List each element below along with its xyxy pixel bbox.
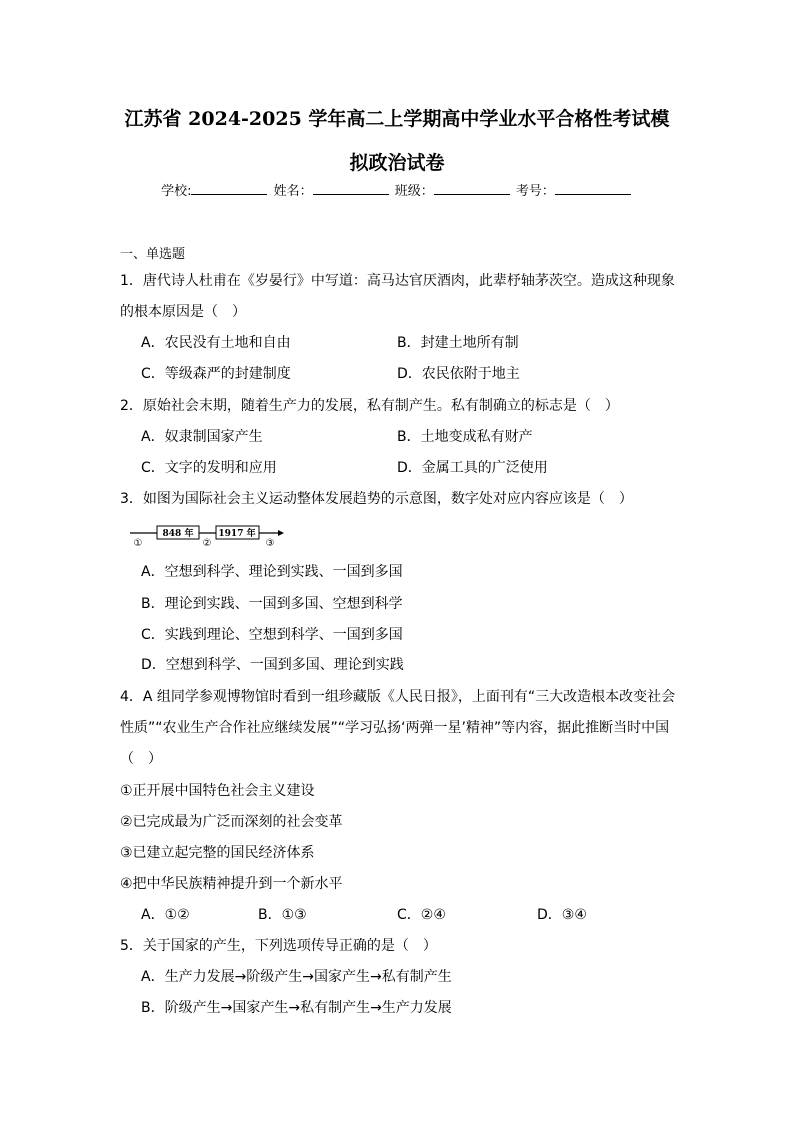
q2-option-a: A．奴隶制国家产生 (141, 429, 263, 445)
q4-stem-line3: （ ） (120, 751, 162, 767)
q2-option-d: D．金属工具的广泛使用 (397, 460, 548, 476)
exam-number-blank (555, 182, 631, 195)
q5-option-a: A．生产力发展→阶级产生→国家产生→私有制产生 (141, 969, 452, 985)
diagram-marker-3: ③ (265, 538, 275, 547)
q5-option-b: B．阶级产生→国家产生→私有制产生→生产力发展 (141, 1000, 452, 1016)
name-blank (313, 182, 389, 195)
diagram-label-1917: 1917 年 (218, 529, 256, 539)
q4-option-b: B．①③ (258, 907, 307, 923)
diagram-marker-2: ② (202, 538, 212, 547)
q1-option-d: D．农民依附于地主 (397, 366, 520, 382)
class-label: 班级： (394, 184, 434, 199)
q2-option-c: C．文字的发明和应用 (141, 460, 277, 476)
school-label: 学校: (161, 184, 192, 199)
q4-option-a: A．①② (141, 907, 190, 923)
q4-statement-2: ②已完成最为广泛而深刻的社会变革 (120, 814, 343, 830)
exam-title-line2: 拟政治试卷 (349, 152, 445, 174)
socialism-trend-diagram (128, 525, 288, 547)
class-blank (434, 182, 510, 195)
q1-option-a: A．农民没有土地和自由 (141, 335, 291, 351)
q3-option-d: D．空想到科学、一国到多国、理论到实践 (141, 657, 404, 673)
school-blank (191, 182, 267, 195)
q2-option-b: B．土地变成私有财产 (397, 429, 533, 445)
name-label: 姓名： (273, 184, 313, 199)
q4-statement-4: ④把中华民族精神提升到一个新水平 (120, 876, 343, 892)
q4-stem-line1: 4．A 组同学参观博物馆时看到一组珍藏版《人民日报》，上面刊有“三大改造根本改变社会 (120, 689, 676, 705)
q3-option-b: B．理论到实践、一国到多国、空想到科学 (141, 596, 403, 612)
exam-number-label: 考号： (515, 184, 555, 199)
diagram-marker-1: ① (133, 538, 143, 547)
diagram-label-1848: 848 年 (162, 529, 194, 539)
q3-option-a: A．空想到科学、理论到实践、一国到多国 (141, 564, 403, 580)
section-heading: 一、单选题 (120, 247, 186, 262)
q4-statement-3: ③已建立起完整的国民经济体系 (120, 845, 315, 861)
q5-stem: 5．关于国家的产生，下列选项传导正确的是（ ） (120, 938, 437, 954)
q3-option-c: C．实践到理论、空想到科学、一国到多国 (141, 627, 403, 643)
q1-option-b: B．封建土地所有制 (397, 335, 519, 351)
q4-option-d: D．③④ (537, 907, 587, 923)
diagram-arrowhead (278, 530, 284, 536)
q1-stem-line2: 的根本原因是（ ） (120, 304, 246, 320)
q4-statement-1: ①正开展中国特色社会主义建设 (120, 783, 315, 799)
student-info-row (0, 180, 794, 199)
q3-stem: 3．如图为国际社会主义运动整体发展趋势的示意图，数字处对应内容应该是（ ） (120, 491, 633, 507)
exam-title-line1: 江苏省 2024-2025 学年高二上学期高中学业水平合格性考试模 (124, 108, 670, 130)
q2-stem: 2．原始社会末期，随着生产力的发展，私有制产生。私有制确立的标志是（ ） (120, 398, 619, 414)
q4-option-c: C．②④ (397, 907, 446, 923)
q4-stem-line2: 性质”“农业生产合作社应继续发展”“学习弘扬‘两弹一星’精神”等内容，据此推断当时中国 (120, 720, 670, 736)
q1-option-c: C．等级森严的封建制度 (141, 366, 291, 382)
q1-stem-line1: 1．唐代诗人杜甫在《岁晏行》中写道：高马达官厌酒肉，此辈杼轴茅茨空。造成这种现象 (120, 273, 675, 289)
